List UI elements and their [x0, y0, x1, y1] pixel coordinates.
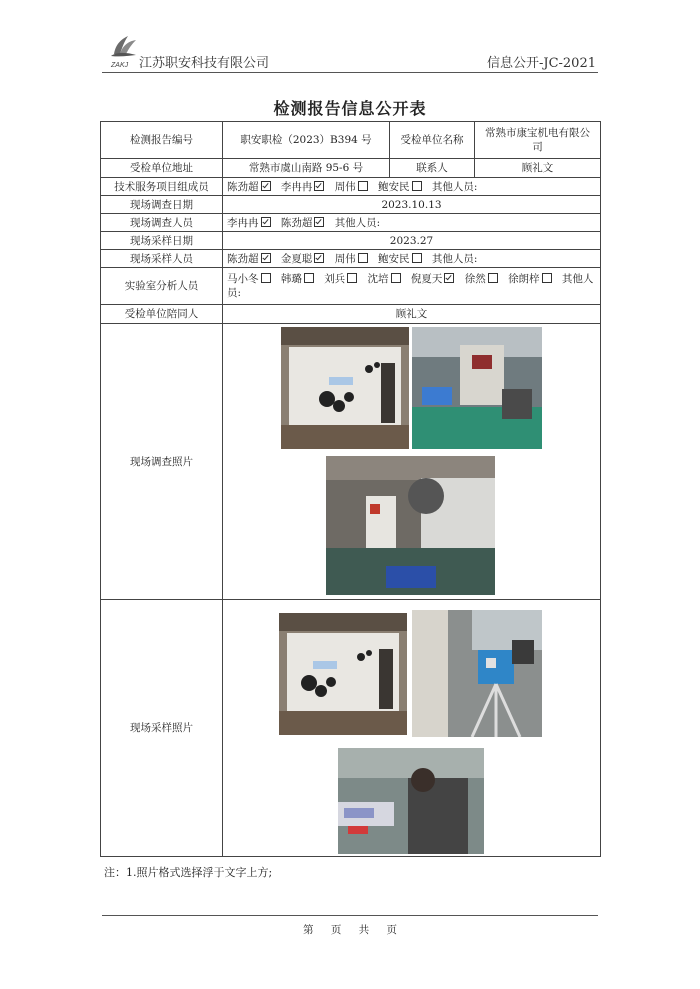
person-entry	[411, 273, 458, 285]
address-label: 受检单位地址	[101, 159, 223, 178]
lab-staff-label: 实验室分析人员	[101, 268, 223, 305]
escort-value: 顾礼文	[223, 305, 601, 324]
other-staff-label: 其他人员:	[227, 273, 594, 299]
person-name: 李冉冉	[227, 216, 259, 229]
entrance-gears-photo	[281, 327, 409, 449]
table-row	[101, 122, 601, 159]
worker-meter-photo	[338, 748, 484, 854]
survey-photos-cell	[223, 324, 601, 600]
person-entry	[378, 181, 425, 193]
person-entry	[324, 273, 360, 285]
person-entry	[281, 217, 328, 229]
team-label: 技术服务项目组成员	[101, 178, 223, 196]
survey-date-value: 2023.10.13	[223, 196, 601, 214]
person-name: 鲍安民	[378, 252, 410, 265]
sampling-staff-members	[223, 250, 601, 268]
person-name: 徐朗梓	[508, 273, 540, 285]
document-number: 信息公开-JC-2021	[486, 56, 596, 71]
table-row	[101, 196, 601, 214]
person-entry	[465, 273, 501, 285]
table-row	[101, 268, 601, 305]
sampling-staff-label: 现场采样人员	[101, 250, 223, 268]
unchecked-box-icon[interactable]	[261, 273, 271, 283]
client-name-label: 受检单位名称	[390, 122, 475, 159]
sampling-date-label: 现场采样日期	[101, 232, 223, 250]
address-value: 常熟市虞山南路 95-6 号	[223, 159, 390, 178]
checked-box-icon[interactable]	[261, 253, 271, 263]
company-name: 江苏职安科技有限公司	[139, 56, 270, 71]
unchecked-box-icon[interactable]	[488, 273, 498, 283]
table-row	[101, 250, 601, 268]
sampler-tripod-photo	[412, 610, 542, 737]
person-entry	[335, 253, 371, 265]
person-name: 沈培	[367, 273, 389, 285]
person-entry	[227, 253, 274, 265]
other-staff-label: 其他人员:	[431, 180, 478, 193]
person-name: 陈劲超	[227, 252, 259, 265]
unchecked-box-icon[interactable]	[347, 273, 357, 283]
table-row	[101, 324, 601, 600]
sampling-date-value: 2023.27	[223, 232, 601, 250]
contact-label: 联系人	[390, 159, 475, 178]
unchecked-box-icon[interactable]	[412, 181, 422, 191]
workshop-machine-photo	[412, 327, 542, 449]
page-number: 第 页 共 页	[302, 924, 397, 936]
table-row	[101, 178, 601, 196]
person-name: 李冉冉	[280, 180, 313, 193]
unchecked-box-icon[interactable]	[412, 253, 422, 263]
person-entry	[335, 181, 371, 193]
page-title: 检测报告信息公开表	[273, 99, 427, 118]
person-entry	[227, 217, 274, 229]
escort-label: 受检单位陪同人	[101, 305, 223, 324]
logo-text: ZAKJ	[111, 62, 129, 69]
client-name-value: 常熟市康宝机电有限公司	[475, 122, 601, 159]
person-entry	[281, 181, 328, 193]
person-entry	[227, 273, 274, 285]
checked-box-icon[interactable]	[314, 181, 324, 191]
other-staff-label: 其他人员:	[334, 216, 381, 229]
press-machine-photo	[326, 456, 495, 595]
lab-staff-members	[223, 268, 601, 305]
survey-photos-label: 现场调查照片	[101, 324, 223, 600]
person-name: 韩璐	[280, 273, 302, 285]
checked-box-icon[interactable]	[314, 253, 324, 263]
entrance-gears-photo	[279, 613, 407, 735]
person-entry	[508, 273, 555, 285]
other-staff-label: 其他人员:	[431, 252, 478, 265]
survey-staff-members	[223, 214, 601, 232]
checked-box-icon[interactable]	[261, 217, 271, 227]
checked-box-icon[interactable]	[261, 181, 271, 191]
checked-box-icon[interactable]	[444, 273, 454, 283]
team-members	[223, 178, 601, 196]
table-row	[101, 600, 601, 857]
table-row	[101, 159, 601, 178]
person-name: 陈劲超	[280, 216, 313, 229]
unchecked-box-icon[interactable]	[391, 273, 401, 283]
unchecked-box-icon[interactable]	[304, 273, 314, 283]
person-entry	[378, 253, 425, 265]
unchecked-box-icon[interactable]	[358, 253, 368, 263]
sampling-photos-label: 现场采样照片	[101, 600, 223, 857]
person-name: 刘兵	[324, 273, 346, 285]
survey-date-label: 现场调查日期	[101, 196, 223, 214]
contact-value: 顾礼文	[475, 159, 601, 178]
person-name: 金夏聪	[280, 252, 313, 265]
person-entry	[227, 181, 274, 193]
person-name: 倪夏天	[410, 273, 443, 285]
person-name: 徐然	[464, 273, 486, 285]
table-row	[101, 214, 601, 232]
sampling-photos-cell	[223, 600, 601, 857]
report-no-value: 职安职检（2023）B394 号	[223, 122, 390, 159]
person-entry	[281, 253, 328, 265]
unchecked-box-icon[interactable]	[542, 273, 552, 283]
person-entry	[368, 273, 404, 285]
page-header	[102, 30, 598, 73]
footnote: 注：1.照片格式选择浮于文字上方;	[104, 866, 273, 879]
checked-box-icon[interactable]	[314, 217, 324, 227]
report-no-label: 检测报告编号	[101, 122, 223, 159]
person-name: 马小冬	[227, 273, 259, 285]
table-row	[101, 232, 601, 250]
person-entry	[281, 273, 317, 285]
unchecked-box-icon[interactable]	[358, 181, 368, 191]
info-table	[100, 121, 601, 857]
person-name: 陈劲超	[227, 180, 259, 193]
person-name: 周伟	[334, 252, 356, 265]
person-name: 周伟	[334, 180, 356, 193]
survey-staff-label: 现场调查人员	[101, 214, 223, 232]
company-logo	[106, 32, 140, 70]
person-name: 鲍安民	[378, 180, 410, 193]
footer-rule	[102, 915, 598, 916]
table-row	[101, 305, 601, 324]
